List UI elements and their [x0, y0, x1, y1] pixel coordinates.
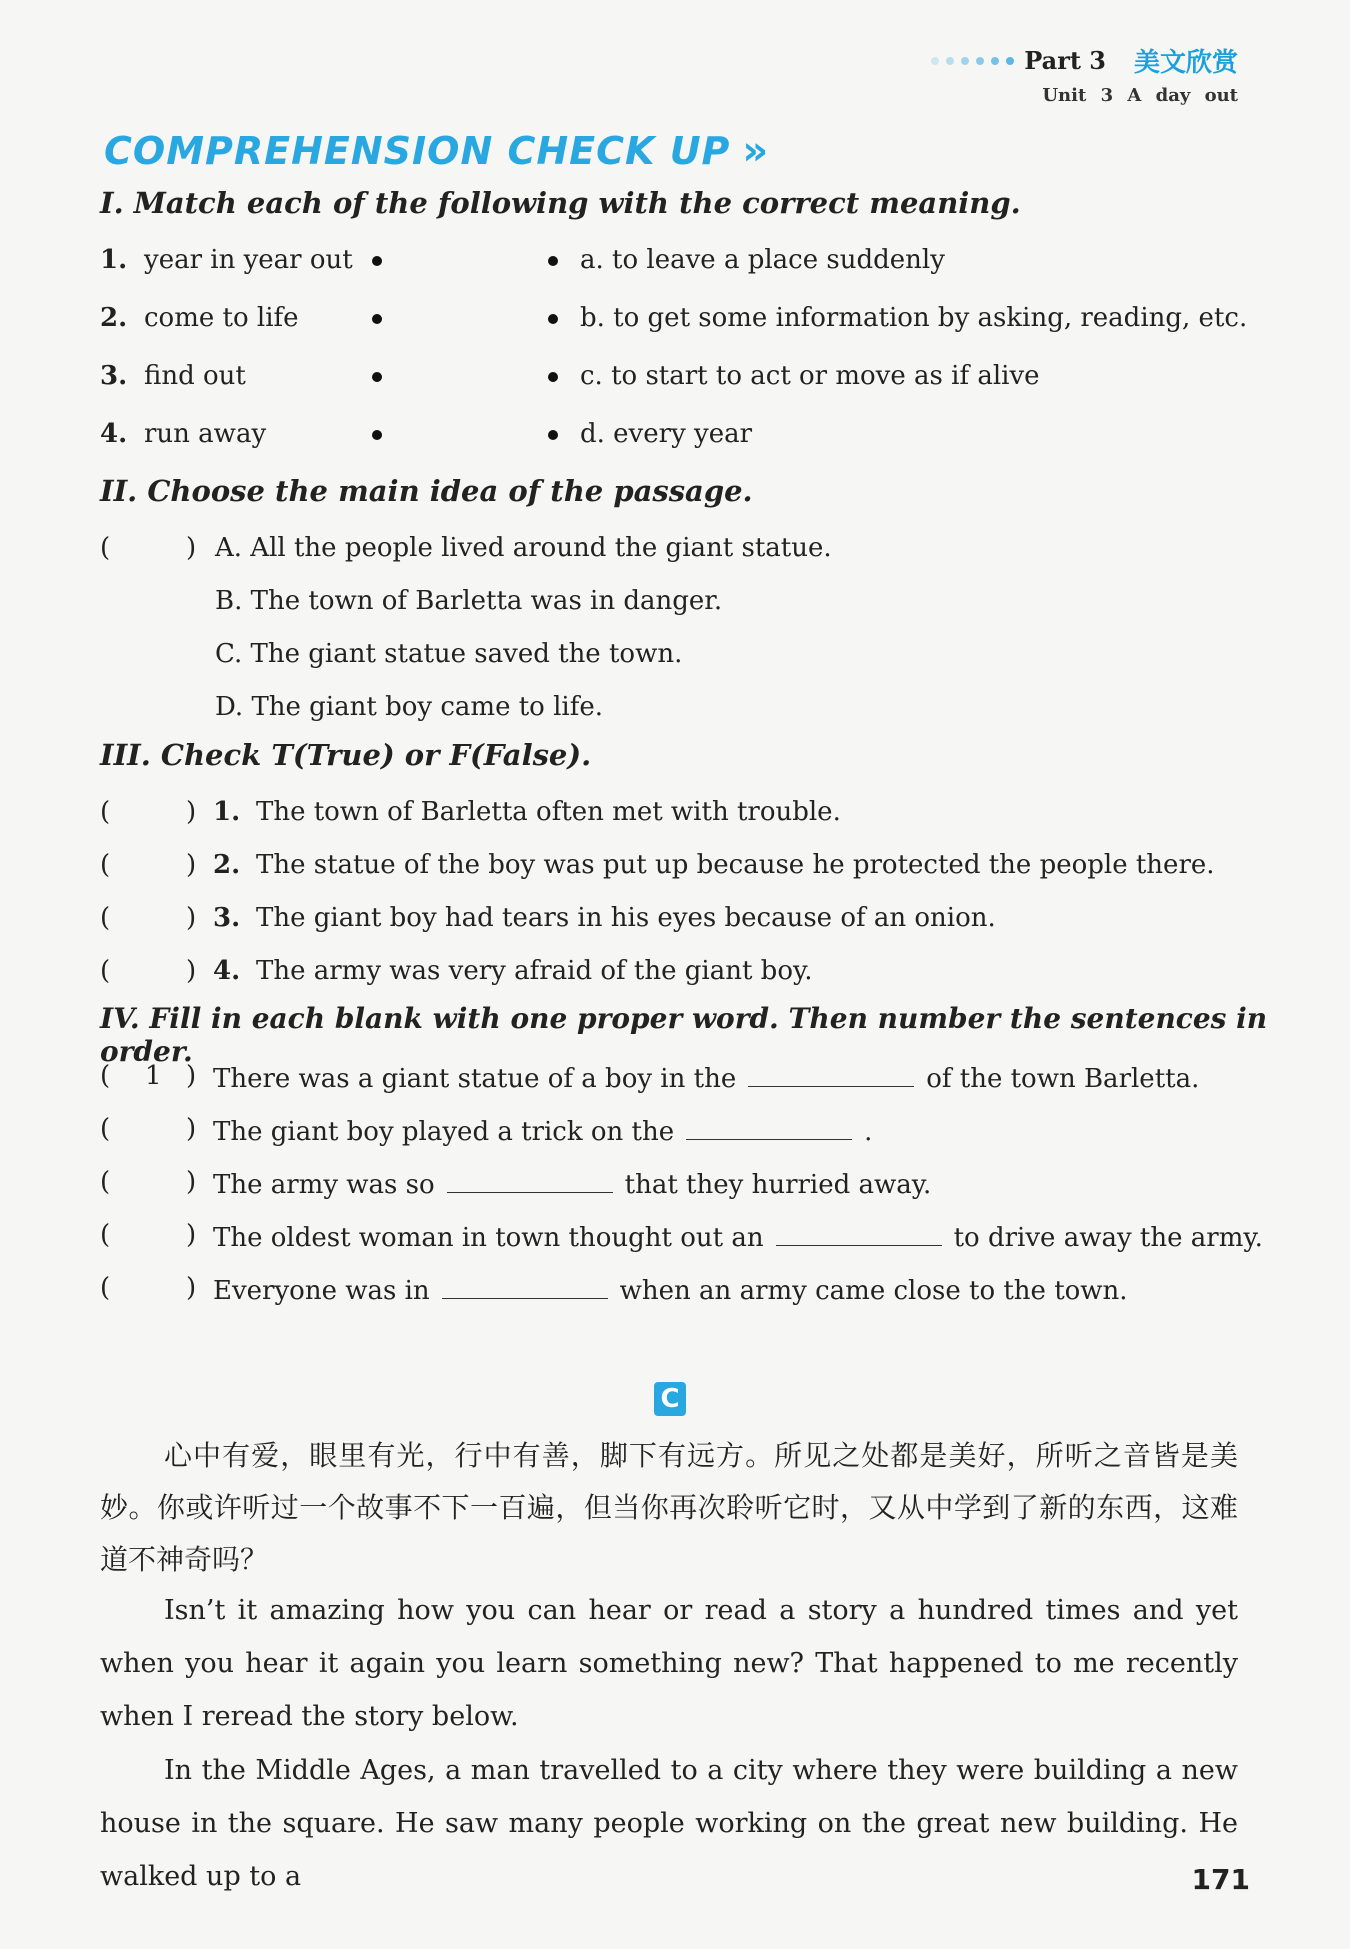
answer-paren-open[interactable]: ( [100, 1061, 111, 1091]
fill-sentence [213, 1268, 1128, 1311]
answer-paren-open[interactable]: ( [100, 1220, 111, 1250]
choice-row [100, 687, 1238, 727]
fill-text-before: There was a giant statue of a boy in the [213, 1064, 737, 1094]
item-number: 1. [100, 245, 128, 275]
header-unit: Unit 3 [1042, 85, 1114, 106]
header-part-cn: 美文欣赏 [1133, 48, 1238, 78]
answer-paren-close[interactable]: ) [186, 1273, 197, 1303]
section2-heading: II. Choose the main idea of the passage. [100, 474, 753, 508]
match-left-text: find out [144, 361, 246, 391]
answer-paren-close[interactable]: ) [186, 1061, 197, 1091]
match-row [100, 240, 1238, 280]
fill-text-before: Everyone was in [213, 1276, 430, 1306]
tf-statement: The statue of the boy was put up because he protected the people there. [256, 850, 1215, 880]
item-number: 2. [213, 850, 241, 880]
fill-row [100, 1056, 1238, 1096]
fill-row [100, 1268, 1238, 1308]
fill-text-after: when an army came close to the town. [619, 1276, 1128, 1306]
fill-blank[interactable] [748, 1056, 914, 1087]
fill-text-after: of the town Barletta. [926, 1064, 1200, 1094]
answer-paren-open[interactable]: ( [100, 1273, 111, 1303]
fill-row [100, 1162, 1238, 1202]
match-dot-left[interactable] [372, 314, 382, 324]
match-left-text: come to life [144, 303, 299, 333]
match-right-text: c. to start to act or move as if alive [580, 361, 1040, 391]
chinese-intro-paragraph: 心中有爱，眼里有光，行中有善，脚下有远方。所见之处都是美好，所听之音皆是美妙。你或许听过一个故事不下一百遍，但当你再次聆听它时，又从中学到了新的东西，这难道不神奇吗？ [100, 1439, 1238, 1576]
fill-row [100, 1109, 1238, 1149]
item-number: 1. [213, 797, 241, 827]
fill-text-after: to drive away the army. [953, 1223, 1263, 1253]
fill-sentence [213, 1056, 1199, 1099]
order-number: 1 [145, 1061, 162, 1091]
answer-paren-close[interactable]: ) [186, 533, 197, 563]
match-dot-right[interactable] [548, 314, 558, 324]
answer-paren-open[interactable]: ( [100, 797, 111, 827]
answer-paren-close[interactable]: ) [186, 903, 197, 933]
header-part: Part 3 [1024, 46, 1106, 75]
fill-sentence [213, 1215, 1263, 1258]
match-right-text: b. to get some information by asking, reading, etc. [580, 303, 1248, 333]
tf-statement: The giant boy had tears in his eyes because of an onion. [256, 903, 996, 933]
match-dot-right[interactable] [548, 372, 558, 382]
fill-blank[interactable] [447, 1162, 613, 1193]
fill-blank[interactable] [776, 1215, 942, 1246]
comprehension-title-text: COMPREHENSION CHECK UP [104, 129, 731, 173]
item-number: 3. [213, 903, 241, 933]
match-row [100, 414, 1238, 454]
tf-row [100, 792, 1238, 832]
fill-sentence [213, 1162, 931, 1205]
answer-paren-open[interactable]: ( [100, 956, 111, 986]
item-number: 4. [100, 419, 128, 449]
page-number: 171 [1191, 1863, 1250, 1896]
choice-option: B. The town of Barletta was in danger. [215, 586, 723, 616]
match-left-text: run away [144, 419, 267, 449]
section1-heading: I. Match each of the following with the correct meaning. [100, 186, 1021, 220]
match-dot-left[interactable] [372, 372, 382, 382]
double-chevron-right-icon: » [742, 128, 770, 174]
choice-option: D. The giant boy came to life. [215, 692, 603, 722]
match-dot-right[interactable] [548, 256, 558, 266]
running-header [931, 42, 1238, 106]
fill-row [100, 1215, 1263, 1255]
answer-paren-open[interactable]: ( [100, 850, 111, 880]
fill-text-after: . [864, 1117, 873, 1147]
header-unit-title: A day out [1127, 85, 1238, 106]
answer-paren-open[interactable]: ( [100, 1114, 111, 1144]
answer-paren-open[interactable]: ( [100, 1167, 111, 1197]
english-paragraph-1: Isn’t it amazing how you can hear or read a story a hundred times and yet when you hear it again you learn something new? That happened to me recently when I reread the story below. [100, 1595, 1238, 1732]
tf-row [100, 898, 1238, 938]
tf-row [100, 951, 1238, 991]
match-dot-left[interactable] [372, 256, 382, 266]
section3-heading: III. Check T(True) or F(False). [100, 738, 592, 772]
answer-paren-close[interactable]: ) [186, 1167, 197, 1197]
item-number: 2. [100, 303, 128, 333]
section-c-badge: C [654, 1382, 686, 1416]
item-number: 4. [213, 956, 241, 986]
match-row [100, 298, 1248, 338]
answer-paren-close[interactable]: ) [186, 797, 197, 827]
tf-statement: The army was very afraid of the giant boy. [256, 956, 813, 986]
answer-paren-open[interactable]: ( [100, 533, 111, 563]
answer-paren-close[interactable]: ) [186, 1114, 197, 1144]
fill-sentence [213, 1109, 872, 1152]
english-paragraph-2: In the Middle Ages, a man travelled to a city where they were building a new house in the square. He saw many people working on the great new building. He walked up to a [100, 1755, 1238, 1892]
choice-row [100, 581, 1238, 621]
answer-paren-close[interactable]: ) [186, 850, 197, 880]
item-number: 3. [100, 361, 128, 391]
fill-text-before: The army was so [213, 1170, 435, 1200]
answer-paren-open[interactable]: ( [100, 903, 111, 933]
fill-blank[interactable] [442, 1268, 608, 1299]
fill-text-before: The giant boy played a trick on the [213, 1117, 675, 1147]
tf-row [100, 845, 1238, 885]
fill-text-before: The oldest woman in town thought out an [213, 1223, 764, 1253]
match-dot-left[interactable] [372, 430, 382, 440]
choice-row [100, 528, 1238, 568]
match-row [100, 356, 1238, 396]
choice-option: C. The giant statue saved the town. [215, 639, 683, 669]
match-right-text: d. every year [580, 419, 753, 449]
match-dot-right[interactable] [548, 430, 558, 440]
header-unit-line [931, 85, 1238, 106]
fill-blank[interactable] [686, 1109, 852, 1140]
answer-paren-close[interactable]: ) [186, 956, 197, 986]
match-right-text: a. to leave a place suddenly [580, 245, 945, 275]
choice-option: A. All the people lived around the giant statue. [215, 533, 832, 563]
tf-statement: The town of Barletta often met with trouble. [256, 797, 841, 827]
choice-row [100, 634, 1238, 674]
comprehension-title [104, 128, 769, 174]
decorative-dots-icon [931, 57, 1014, 65]
fill-text-after: that they hurried away. [624, 1170, 932, 1200]
section4-heading: IV. Fill in each blank with one proper word. Then number the sentences in order. [100, 1002, 1268, 1068]
match-left-text: year in year out [144, 245, 353, 275]
answer-paren-close[interactable]: ) [186, 1220, 197, 1250]
